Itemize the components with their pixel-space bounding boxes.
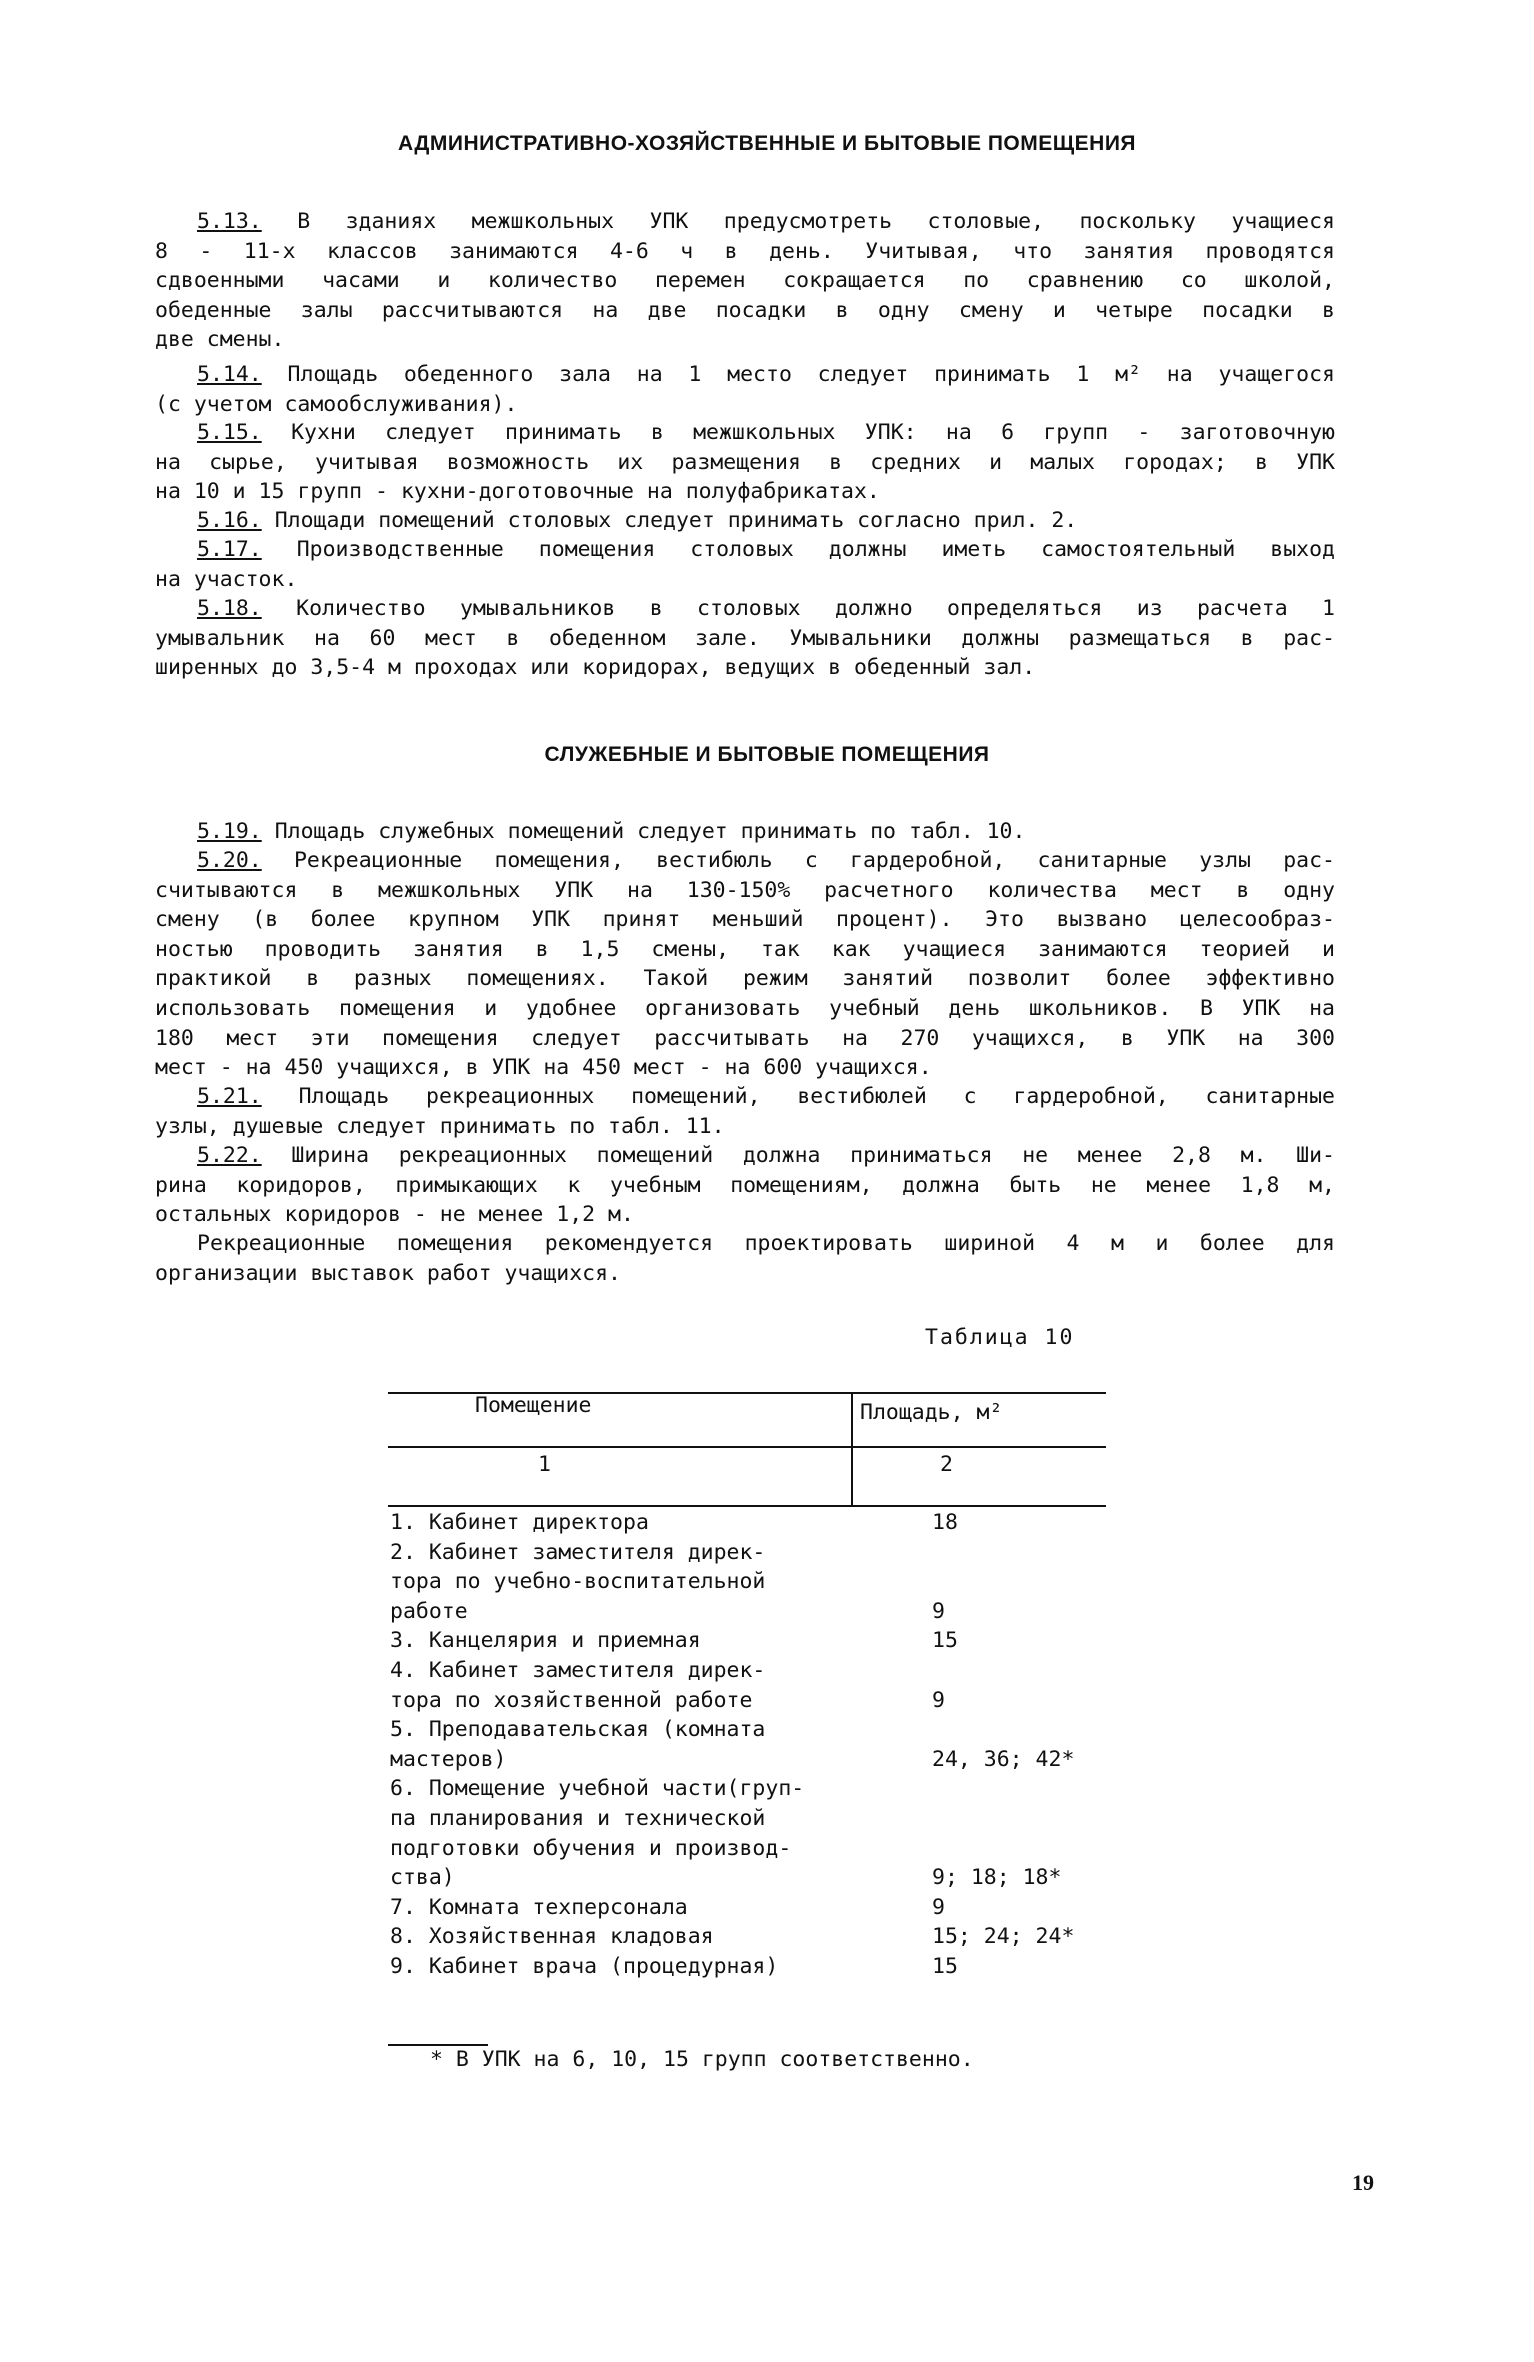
table-row-value: 15; 24; 24*	[932, 1924, 1075, 1950]
paragraph-line	[155, 876, 1335, 906]
table-row-name-line: 8. Хозяйственная кладовая	[390, 1924, 714, 1950]
paragraph-line	[155, 207, 1335, 237]
paragraph-line	[155, 624, 1335, 654]
paragraph-line	[155, 1053, 1335, 1083]
table-row-name-line: 3. Канцелярия и приемная	[390, 1628, 701, 1654]
line-text: Рекреационные помещения рекомендуется проектировать шириной 4 м и более для	[197, 1231, 1335, 1256]
paragraph-line	[155, 1259, 1335, 1289]
paragraph-line	[155, 1082, 1335, 1112]
table-row-name-line: 9. Кабинет врача (процедурная)	[390, 1954, 779, 1979]
line-text: использовать помещения и удобнее организовать учебный день школьников. В УПК на	[155, 995, 1335, 1021]
line-text: Площадь рекреационных помещений, вестибюлей с гардеробной, санитарные	[298, 1084, 1335, 1109]
paragraph-5-21	[155, 1082, 1335, 1141]
paragraph-line	[155, 964, 1335, 994]
line-text: считываются в межшкольных УПК на 130-150% расчетного количества мест в одну	[155, 877, 1335, 903]
paragraph-5-19	[155, 817, 1335, 847]
clause-number: 5.17.	[197, 537, 262, 562]
line-text: ширенных до 3,5-4 м проходах или коридорах, ведущих в обеденный зал.	[155, 655, 1036, 681]
table-colnum-2: 2	[940, 1452, 953, 1477]
clause-number: 5.14.	[197, 362, 262, 387]
paragraph-line	[155, 653, 1335, 683]
paragraph-line	[155, 390, 1335, 420]
table-row-name-line: 4. Кабинет заместителя дирек-	[390, 1658, 766, 1683]
line-text: остальных коридоров - не менее 1,2 м.	[155, 1202, 634, 1228]
line-text: Производственные помещения столовых должны иметь самостоятельный выход	[296, 537, 1335, 562]
line-text: сдвоенными часами и количество перемен сокращается по сравнению со школой,	[155, 268, 1335, 294]
table-row-name-line: 7. Комната техперсонала	[390, 1894, 688, 1920]
paragraph-line	[155, 506, 1335, 536]
paragraph-line	[155, 1112, 1335, 1142]
clause-number: 5.18.	[197, 596, 262, 621]
paragraph-line	[155, 1024, 1335, 1054]
table-row-name-line: тора по учебно-воспитательной	[390, 1569, 766, 1595]
paragraph-5-13	[155, 207, 1335, 355]
paragraph-line	[155, 1171, 1335, 1201]
line-text: ностью проводить занятия в 1,5 смены, так как учащиеся занимаются теорией и	[155, 936, 1335, 962]
clause-number: 5.20.	[197, 848, 262, 873]
table-row-name	[390, 1893, 880, 1923]
table-row-value: 15	[932, 1954, 958, 1979]
paragraph-line	[155, 565, 1335, 595]
paragraph-line	[155, 994, 1335, 1024]
table-row-value: 18	[932, 1510, 958, 1535]
table-row-name	[390, 1656, 880, 1715]
line-text: Площадь обеденного зала на 1 место следует принимать 1 м² на учащегося	[287, 362, 1335, 387]
paragraph-5-16	[155, 506, 1335, 536]
paragraph-line	[155, 1141, 1335, 1171]
paragraph-5-17	[155, 535, 1335, 594]
paragraph-line	[155, 1229, 1335, 1259]
paragraph-line	[155, 535, 1335, 565]
table-body-rule	[388, 1505, 1106, 1507]
table-row-name-line: тора по хозяйственной работе	[390, 1687, 753, 1713]
table-row-name-line: 5. Преподавательская (комната	[390, 1717, 766, 1743]
paragraph-5-20	[155, 846, 1335, 1083]
table-row-value: 9	[932, 1598, 945, 1624]
line-text: рина коридоров, примыкающих к учебным помещениям, должна быть не менее 1,8 м,	[155, 1172, 1335, 1198]
table-header-room: Помещение	[475, 1393, 592, 1418]
table-row-name-line: 6. Помещение учебной части(груп-	[390, 1776, 805, 1802]
line-text: Ширина рекреационных помещений должна приниматься не менее 2,8 м. Ши-	[291, 1143, 1335, 1168]
line-text: на участок.	[155, 566, 298, 592]
clause-number: 5.19.	[197, 819, 262, 844]
table-row-name	[390, 1508, 880, 1538]
paragraph-5-14	[155, 360, 1335, 419]
table-row-name-line: работе	[390, 1598, 468, 1624]
footnote-rule	[388, 2044, 488, 2046]
line-text: Площади помещений столовых следует принимать согласно прил. 2.	[274, 508, 1078, 533]
table-colnum-1: 1	[538, 1452, 551, 1477]
page-number: 19	[1352, 2170, 1374, 2195]
table-row-name-line: ства)	[390, 1865, 455, 1891]
line-text: умывальник на 60 мест в обеденном зале. Умывальники должны размещаться в рас-	[155, 625, 1335, 651]
table-row-name	[390, 1538, 880, 1627]
paragraph-line	[155, 448, 1335, 478]
footnote-text: * В УПК на 6, 10, 15 групп соответственно.	[430, 2047, 974, 2072]
table-row-value: 15	[932, 1628, 958, 1654]
table-column-divider	[851, 1392, 853, 1505]
section-heading-service: СЛУЖЕБНЫЕ И БЫТОВЫЕ ПОМЕЩЕНИЯ	[544, 743, 990, 766]
line-text: 8 - 11-х классов занимаются 4-6 ч в день. Учитывая, что занятия проводятся	[155, 238, 1335, 264]
paragraph-line	[155, 477, 1335, 507]
paragraph-line	[155, 418, 1335, 448]
line-text: обеденные залы рассчитываются на две посадки в одну смену и четыре посадки в	[155, 297, 1335, 323]
table-row-name	[390, 1774, 880, 1892]
table-row-value: 24, 36; 42*	[932, 1746, 1075, 1772]
line-text: узлы, душевые следует принимать по табл. 11.	[155, 1113, 725, 1139]
paragraph-line	[155, 905, 1335, 935]
table-row-name-line: подготовки обучения и производ-	[390, 1835, 792, 1861]
table-row-value: 9; 18; 18*	[932, 1865, 1062, 1891]
table-row-name	[390, 1952, 880, 1982]
paragraph-line	[155, 1200, 1335, 1230]
paragraph-line	[155, 237, 1335, 267]
line-text: 180 мест эти помещения следует рассчитывать на 270 учащихся, в УПК на 300	[155, 1025, 1335, 1051]
paragraph-line	[155, 325, 1335, 355]
table-caption: Таблица 10	[925, 1325, 1075, 1350]
table-row-value: 9	[932, 1894, 945, 1920]
line-text: Количество умывальников в столовых должно определяться из расчета 1	[296, 596, 1335, 621]
table-header-rule	[388, 1446, 1106, 1448]
line-text: на 10 и 15 групп - кухни-доготовочные на полуфабрикатах.	[155, 479, 880, 505]
table-row-name	[390, 1922, 880, 1952]
table-footnote	[430, 2047, 974, 2072]
paragraph-line	[155, 360, 1335, 390]
paragraph-line	[155, 817, 1335, 847]
line-text: В зданиях межшкольных УПК предусмотреть столовые, поскольку учащиеся	[297, 209, 1335, 234]
line-text: смену (в более крупном УПК принят меньший процент). Это вызвано целесообраз-	[155, 907, 1335, 933]
line-text: организации выставок работ учащихся.	[155, 1260, 621, 1286]
line-text: мест - на 450 учащихся, в УПК на 450 мест - на 600 учащихся.	[155, 1055, 932, 1081]
clause-number: 5.13.	[197, 209, 262, 234]
line-text: две смены.	[155, 327, 285, 353]
paragraph-line	[155, 846, 1335, 876]
line-text: Кухни следует принимать в межшкольных УПК: на 6 групп - заготовочную	[291, 420, 1335, 445]
clause-number: 5.16.	[197, 508, 262, 533]
table-row-name	[390, 1715, 880, 1774]
table-row-name-line: мастеров)	[390, 1746, 507, 1772]
line-text: практикой в разных помещениях. Такой режим занятий позволит более эффективно	[155, 966, 1335, 992]
line-text: Рекреационные помещения, вестибюль с гардеробной, санитарные узлы рас-	[293, 848, 1335, 873]
paragraph-line	[155, 594, 1335, 624]
clause-number: 5.15.	[197, 420, 262, 445]
table-row-value: 9	[932, 1687, 945, 1713]
clause-number: 5.22.	[197, 1143, 262, 1168]
line-text: на сырье, учитывая возможность их размещения в средних и малых городах; в УПК	[155, 449, 1335, 475]
table-row-name-line: 2. Кабинет заместителя дирек-	[390, 1539, 766, 1565]
paragraph-line	[155, 935, 1335, 965]
paragraph-line	[155, 296, 1335, 326]
paragraph-line	[155, 266, 1335, 296]
section-heading-admin: АДМИНИСТРАТИВНО-ХОЗЯЙСТВЕННЫЕ И БЫТОВЫЕ ПОМЕЩЕНИЯ	[397, 132, 1137, 155]
paragraph-note	[155, 1229, 1335, 1288]
table-row-name-line: 1. Кабинет директора	[390, 1510, 649, 1535]
paragraph-5-22	[155, 1141, 1335, 1230]
table-row-name-line: па планирования и технической	[390, 1805, 766, 1831]
table-header-area: Площадь, м²	[860, 1400, 1003, 1425]
paragraph-5-15	[155, 418, 1335, 507]
line-text: Площадь служебных помещений следует принимать по табл. 10.	[274, 819, 1026, 844]
clause-number: 5.21.	[197, 1084, 262, 1109]
paragraph-5-18	[155, 594, 1335, 683]
table-row-name	[390, 1626, 880, 1656]
line-text: (с учетом самообслуживания).	[155, 391, 518, 417]
